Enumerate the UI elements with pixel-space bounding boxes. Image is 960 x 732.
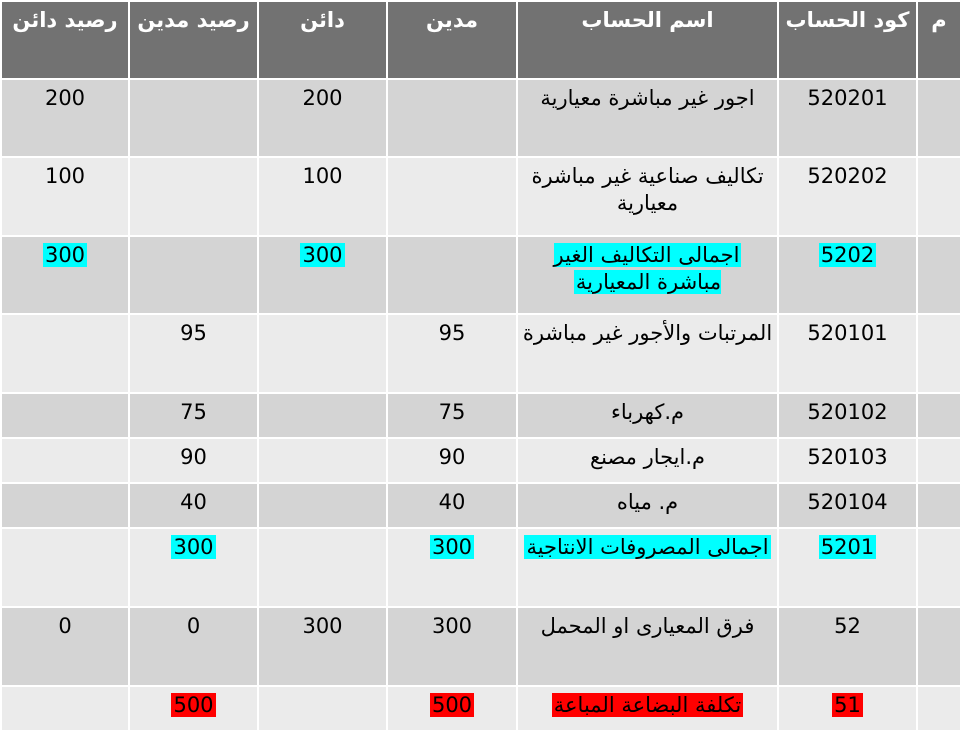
code-text: 51 [834,693,861,717]
code-text: 52 [834,614,861,638]
cell-code [778,79,917,157]
cell-debit [387,686,517,731]
cell-debit [387,483,517,528]
cell-name [517,236,778,314]
cell-debit-balance [129,157,258,236]
cell-debit-balance [129,607,258,686]
cell-debit-balance [129,686,258,731]
name-text: اجمالى التكاليف الغير مباشرة المعيارية [553,243,740,294]
cell-credit-balance [1,157,129,236]
credit-text: 200 [302,86,343,110]
cell-name [517,528,778,607]
debit-text: 95 [438,321,466,345]
debit-text: 500 [431,693,473,717]
cell-code [778,686,917,731]
name-text: اجمالى المصروفات الانتاجية [526,535,769,559]
cell-code [778,607,917,686]
table-row [1,393,960,438]
debit-balance-text: 300 [173,535,214,559]
cell-m [917,686,960,731]
credit-balance-text: 200 [44,86,86,110]
cell-debit [387,79,517,157]
credit-balance-text: 300 [44,243,86,267]
cell-debit-balance [129,79,258,157]
cell-m [917,393,960,438]
cell-debit-balance [129,438,258,483]
debit-text: 300 [431,535,473,559]
cell-credit-balance [1,483,129,528]
table-row [1,79,960,157]
cell-credit [258,79,387,157]
credit-balance-text: 0 [58,614,72,638]
cell-credit [258,438,387,483]
code-text: 520202 [807,164,888,188]
code-text: 520102 [807,400,888,424]
code-text: 5202 [820,243,875,267]
cell-debit [387,438,517,483]
name-text: المرتبات والأجور غير مباشرة [522,321,773,345]
cell-debit-balance [129,236,258,314]
cell-name [517,79,778,157]
table-row [1,607,960,686]
cell-credit-balance [1,528,129,607]
cell-debit [387,393,517,438]
cell-credit [258,236,387,314]
cell-m [917,79,960,157]
code-text: 520103 [807,445,888,469]
cell-credit-balance [1,79,129,157]
name-text: اجور غير مباشرة معيارية [540,86,755,110]
table-row-highlight [1,686,960,731]
cell-m [917,607,960,686]
cell-code [778,236,917,314]
credit-balance-text: 100 [44,164,86,188]
debit-balance-text: 90 [180,445,207,469]
debit-balance-text: 75 [180,400,207,424]
cell-credit-balance [1,686,129,731]
cell-debit-balance [129,528,258,607]
debit-text: 40 [438,490,466,514]
cell-credit [258,157,387,236]
debit-balance-text: 95 [180,321,207,345]
cell-debit-balance [129,483,258,528]
debit-text: 75 [438,400,466,424]
cell-credit [258,528,387,607]
cell-code [778,438,917,483]
table-row-subtotal [1,528,960,607]
cell-name [517,314,778,393]
cell-credit [258,686,387,731]
debit-balance-text: 500 [173,693,214,717]
cell-code [778,393,917,438]
cell-debit-balance [129,314,258,393]
cell-m [917,314,960,393]
cell-name [517,438,778,483]
name-text: فرق المعيارى او المحمل [540,614,755,638]
cell-debit [387,157,517,236]
table-row [1,314,960,393]
credit-text: 300 [302,614,343,638]
header-debit: مدين [387,1,517,79]
cell-debit-balance [129,393,258,438]
header-account-code: كود الحساب [778,1,917,79]
table-row [1,157,960,236]
code-text: 520201 [807,86,888,110]
cell-name [517,607,778,686]
name-text: تكلفة البضاعة المباعة [553,693,742,717]
cell-credit-balance [1,393,129,438]
table-row [1,438,960,483]
header-credit-balance: رصيد دائن [1,1,129,79]
name-text: تكاليف صناعية غير مباشرة معيارية [531,164,764,215]
credit-text: 100 [302,164,343,188]
table-row-subtotal [1,236,960,314]
cell-debit [387,236,517,314]
cell-name [517,393,778,438]
cell-m [917,528,960,607]
cell-code [778,314,917,393]
cell-m [917,236,960,314]
cell-credit-balance [1,314,129,393]
header-m: م [917,1,960,79]
debit-balance-text: 40 [180,490,207,514]
cell-code [778,483,917,528]
cell-m [917,157,960,236]
cell-credit [258,393,387,438]
code-text: 520104 [807,490,888,514]
cell-code [778,528,917,607]
code-text: 520101 [807,321,888,345]
cell-credit-balance [1,438,129,483]
cell-credit-balance [1,607,129,686]
table-row [1,483,960,528]
name-text: م.كهرباء [610,400,685,424]
cell-name [517,686,778,731]
debit-text: 300 [431,614,473,638]
cell-code [778,157,917,236]
cell-credit [258,314,387,393]
header-credit: دائن [258,1,387,79]
cell-name [517,483,778,528]
header-row [1,1,960,79]
name-text: م.ايجار مصنع [589,445,706,469]
cell-credit [258,607,387,686]
cell-m [917,483,960,528]
header-account-name: اسم الحساب [517,1,778,79]
debit-balance-text: 0 [186,614,201,638]
credit-text: 300 [302,243,343,267]
cell-debit [387,528,517,607]
debit-text: 90 [438,445,466,469]
header-debit-balance: رصيد مدين [129,1,258,79]
code-text: 5201 [820,535,875,559]
cell-name [517,157,778,236]
cell-credit-balance [1,236,129,314]
cell-debit [387,314,517,393]
cell-debit [387,607,517,686]
cell-m [917,438,960,483]
cell-credit [258,483,387,528]
name-text: م. مياه [616,490,679,514]
